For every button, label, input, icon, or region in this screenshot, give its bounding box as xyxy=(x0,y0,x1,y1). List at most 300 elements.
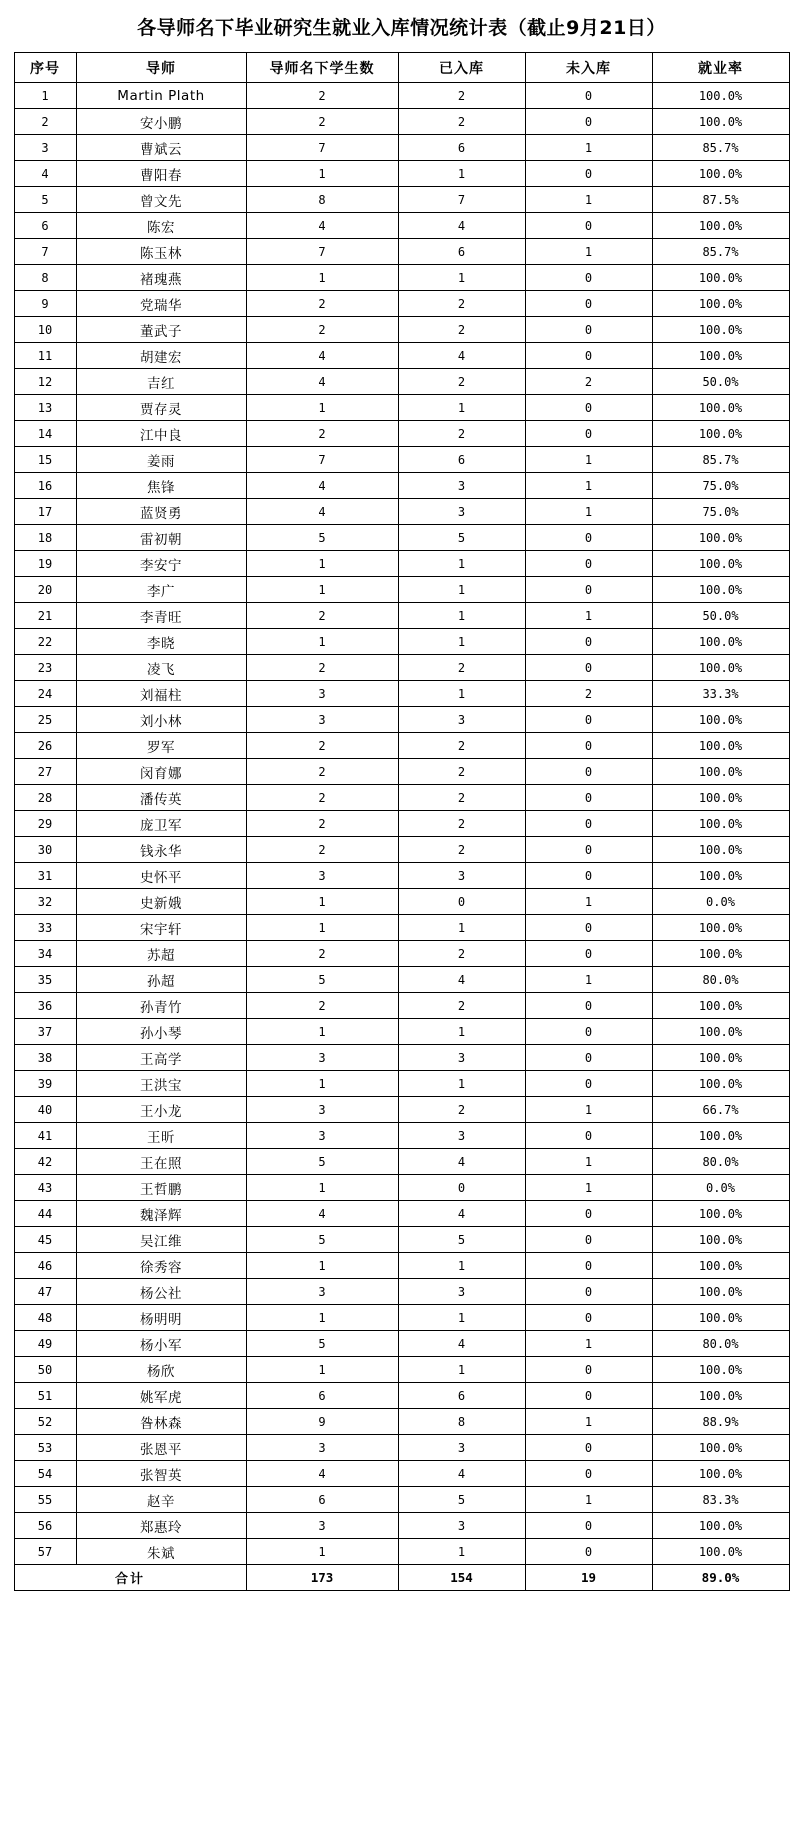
row-index: 54 xyxy=(14,1461,76,1487)
total-employment-rate: 89.0% xyxy=(652,1565,789,1591)
advisor-name: 李安宁 xyxy=(76,551,246,577)
student-count: 5 xyxy=(246,967,398,993)
entered-count: 1 xyxy=(398,161,525,187)
entered-count: 3 xyxy=(398,1279,525,1305)
entered-count: 1 xyxy=(398,551,525,577)
entered-count: 2 xyxy=(398,109,525,135)
advisor-name: 孙小琴 xyxy=(76,1019,246,1045)
student-count: 4 xyxy=(246,473,398,499)
not-entered-count: 0 xyxy=(525,1071,652,1097)
employment-rate: 100.0% xyxy=(652,707,789,733)
entered-count: 2 xyxy=(398,837,525,863)
row-index: 31 xyxy=(14,863,76,889)
employment-rate: 100.0% xyxy=(652,863,789,889)
entered-count: 7 xyxy=(398,187,525,213)
advisor-name: 王哲鹏 xyxy=(76,1175,246,1201)
employment-rate: 100.0% xyxy=(652,941,789,967)
advisor-name: 江中良 xyxy=(76,421,246,447)
column-header-not-entered: 未入库 xyxy=(525,53,652,83)
row-index: 38 xyxy=(14,1045,76,1071)
student-count: 5 xyxy=(246,1331,398,1357)
student-count: 4 xyxy=(246,1201,398,1227)
student-count: 6 xyxy=(246,1383,398,1409)
employment-rate: 100.0% xyxy=(652,577,789,603)
employment-rate: 100.0% xyxy=(652,629,789,655)
not-entered-count: 1 xyxy=(525,473,652,499)
not-entered-count: 1 xyxy=(525,499,652,525)
employment-rate: 100.0% xyxy=(652,161,789,187)
not-entered-count: 0 xyxy=(525,1461,652,1487)
entered-count: 1 xyxy=(398,681,525,707)
student-count: 4 xyxy=(246,213,398,239)
entered-count: 1 xyxy=(398,1019,525,1045)
employment-rate: 100.0% xyxy=(652,1071,789,1097)
advisor-name: 王昕 xyxy=(76,1123,246,1149)
advisor-name: 张智英 xyxy=(76,1461,246,1487)
employment-rate: 100.0% xyxy=(652,1513,789,1539)
advisor-name: 姜雨 xyxy=(76,447,246,473)
advisor-name: Martin Plath xyxy=(76,83,246,109)
student-count: 1 xyxy=(246,551,398,577)
table-row xyxy=(14,1149,789,1175)
not-entered-count: 0 xyxy=(525,1201,652,1227)
row-index: 34 xyxy=(14,941,76,967)
table-row xyxy=(14,525,789,551)
advisor-name: 曹阳春 xyxy=(76,161,246,187)
student-count: 2 xyxy=(246,655,398,681)
employment-rate: 100.0% xyxy=(652,759,789,785)
not-entered-count: 0 xyxy=(525,863,652,889)
employment-rate: 0.0% xyxy=(652,889,789,915)
student-count: 3 xyxy=(246,707,398,733)
employment-rate: 100.0% xyxy=(652,993,789,1019)
not-entered-count: 0 xyxy=(525,733,652,759)
entered-count: 3 xyxy=(398,499,525,525)
not-entered-count: 1 xyxy=(525,1175,652,1201)
not-entered-count: 1 xyxy=(525,187,652,213)
entered-count: 2 xyxy=(398,785,525,811)
advisor-name: 史怀平 xyxy=(76,863,246,889)
table-row xyxy=(14,655,789,681)
employment-rate: 33.3% xyxy=(652,681,789,707)
row-index: 26 xyxy=(14,733,76,759)
row-index: 30 xyxy=(14,837,76,863)
student-count: 5 xyxy=(246,1227,398,1253)
student-count: 3 xyxy=(246,681,398,707)
not-entered-count: 0 xyxy=(525,525,652,551)
table-row xyxy=(14,603,789,629)
row-index: 3 xyxy=(14,135,76,161)
table-row xyxy=(14,811,789,837)
entered-count: 2 xyxy=(398,317,525,343)
employment-rate: 100.0% xyxy=(652,109,789,135)
employment-rate: 66.7% xyxy=(652,1097,789,1123)
row-index: 2 xyxy=(14,109,76,135)
not-entered-count: 0 xyxy=(525,1539,652,1565)
table-row xyxy=(14,109,789,135)
advisor-name: 王小龙 xyxy=(76,1097,246,1123)
row-index: 17 xyxy=(14,499,76,525)
table-row xyxy=(14,941,789,967)
student-count: 2 xyxy=(246,291,398,317)
not-entered-count: 0 xyxy=(525,317,652,343)
student-count: 4 xyxy=(246,369,398,395)
row-index: 4 xyxy=(14,161,76,187)
row-index: 50 xyxy=(14,1357,76,1383)
not-entered-count: 0 xyxy=(525,83,652,109)
student-count: 1 xyxy=(246,1305,398,1331)
entered-count: 2 xyxy=(398,733,525,759)
student-count: 6 xyxy=(246,1487,398,1513)
table-row xyxy=(14,473,789,499)
employment-rate: 100.0% xyxy=(652,915,789,941)
advisor-name: 杨明明 xyxy=(76,1305,246,1331)
employment-rate: 100.0% xyxy=(652,421,789,447)
employment-rate: 80.0% xyxy=(652,1149,789,1175)
employment-rate: 100.0% xyxy=(652,1045,789,1071)
student-count: 3 xyxy=(246,1045,398,1071)
not-entered-count: 0 xyxy=(525,291,652,317)
table-row xyxy=(14,135,789,161)
advisor-name: 庞卫军 xyxy=(76,811,246,837)
student-count: 2 xyxy=(246,941,398,967)
employment-rate: 100.0% xyxy=(652,83,789,109)
entered-count: 3 xyxy=(398,707,525,733)
entered-count: 8 xyxy=(398,1409,525,1435)
employment-rate: 100.0% xyxy=(652,837,789,863)
row-index: 44 xyxy=(14,1201,76,1227)
row-index: 23 xyxy=(14,655,76,681)
row-index: 13 xyxy=(14,395,76,421)
student-count: 7 xyxy=(246,135,398,161)
advisor-name: 雷初朝 xyxy=(76,525,246,551)
entered-count: 4 xyxy=(398,967,525,993)
page-title: 各导师名下毕业研究生就业入库情况统计表（截止9月21日） xyxy=(137,17,666,39)
employment-rate: 0.0% xyxy=(652,1175,789,1201)
advisor-name: 孙青竹 xyxy=(76,993,246,1019)
not-entered-count: 0 xyxy=(525,1253,652,1279)
student-count: 3 xyxy=(246,1435,398,1461)
table-row xyxy=(14,1201,789,1227)
employment-rate: 85.7% xyxy=(652,135,789,161)
row-index: 8 xyxy=(14,265,76,291)
not-entered-count: 1 xyxy=(525,967,652,993)
not-entered-count: 0 xyxy=(525,343,652,369)
advisor-name: 罗军 xyxy=(76,733,246,759)
table-row xyxy=(14,1539,789,1565)
advisor-name: 魏泽辉 xyxy=(76,1201,246,1227)
row-index: 53 xyxy=(14,1435,76,1461)
not-entered-count: 0 xyxy=(525,1123,652,1149)
table-row xyxy=(14,1383,789,1409)
row-index: 28 xyxy=(14,785,76,811)
row-index: 43 xyxy=(14,1175,76,1201)
table-row xyxy=(14,213,789,239)
row-index: 55 xyxy=(14,1487,76,1513)
row-index: 25 xyxy=(14,707,76,733)
employment-stats-table xyxy=(14,52,790,1591)
table-row xyxy=(14,395,789,421)
entered-count: 5 xyxy=(398,525,525,551)
not-entered-count: 2 xyxy=(525,369,652,395)
employment-rate: 100.0% xyxy=(652,395,789,421)
row-index: 46 xyxy=(14,1253,76,1279)
student-count: 9 xyxy=(246,1409,398,1435)
employment-rate: 85.7% xyxy=(652,447,789,473)
table-row xyxy=(14,187,789,213)
table-row xyxy=(14,629,789,655)
not-entered-count: 1 xyxy=(525,447,652,473)
total-entered: 154 xyxy=(398,1565,525,1591)
entered-count: 0 xyxy=(398,1175,525,1201)
entered-count: 1 xyxy=(398,265,525,291)
entered-count: 1 xyxy=(398,915,525,941)
advisor-name: 李广 xyxy=(76,577,246,603)
row-index: 33 xyxy=(14,915,76,941)
advisor-name: 闵育娜 xyxy=(76,759,246,785)
entered-count: 1 xyxy=(398,395,525,421)
advisor-name: 宋宇轩 xyxy=(76,915,246,941)
entered-count: 2 xyxy=(398,655,525,681)
not-entered-count: 0 xyxy=(525,161,652,187)
employment-rate: 100.0% xyxy=(652,213,789,239)
student-count: 7 xyxy=(246,239,398,265)
not-entered-count: 1 xyxy=(525,603,652,629)
table-row xyxy=(14,1487,789,1513)
employment-rate: 100.0% xyxy=(652,1227,789,1253)
row-index: 9 xyxy=(14,291,76,317)
student-count: 4 xyxy=(246,343,398,369)
employment-rate: 100.0% xyxy=(652,291,789,317)
advisor-name: 赵辛 xyxy=(76,1487,246,1513)
student-count: 1 xyxy=(246,1175,398,1201)
not-entered-count: 0 xyxy=(525,1227,652,1253)
employment-rate: 100.0% xyxy=(652,317,789,343)
advisor-name: 焦锋 xyxy=(76,473,246,499)
student-count: 1 xyxy=(246,1357,398,1383)
entered-count: 1 xyxy=(398,1305,525,1331)
total-student-count: 173 xyxy=(246,1565,398,1591)
entered-count: 1 xyxy=(398,603,525,629)
student-count: 1 xyxy=(246,1071,398,1097)
not-entered-count: 0 xyxy=(525,551,652,577)
table-row xyxy=(14,499,789,525)
not-entered-count: 0 xyxy=(525,1513,652,1539)
not-entered-count: 1 xyxy=(525,239,652,265)
entered-count: 4 xyxy=(398,1149,525,1175)
row-index: 32 xyxy=(14,889,76,915)
entered-count: 2 xyxy=(398,421,525,447)
entered-count: 1 xyxy=(398,1253,525,1279)
not-entered-count: 1 xyxy=(525,1097,652,1123)
advisor-name: 吉红 xyxy=(76,369,246,395)
table-row xyxy=(14,915,789,941)
employment-rate: 100.0% xyxy=(652,811,789,837)
entered-count: 3 xyxy=(398,1435,525,1461)
advisor-name: 安小鹏 xyxy=(76,109,246,135)
employment-rate: 100.0% xyxy=(652,343,789,369)
total-not-entered: 19 xyxy=(525,1565,652,1591)
row-index: 6 xyxy=(14,213,76,239)
row-index: 15 xyxy=(14,447,76,473)
employment-rate: 100.0% xyxy=(652,1383,789,1409)
advisor-name: 潘传英 xyxy=(76,785,246,811)
entered-count: 4 xyxy=(398,1331,525,1357)
entered-count: 1 xyxy=(398,577,525,603)
row-index: 18 xyxy=(14,525,76,551)
not-entered-count: 0 xyxy=(525,577,652,603)
advisor-name: 李晓 xyxy=(76,629,246,655)
table-row xyxy=(14,1305,789,1331)
row-index: 14 xyxy=(14,421,76,447)
table-row xyxy=(14,1045,789,1071)
row-index: 45 xyxy=(14,1227,76,1253)
table-row xyxy=(14,993,789,1019)
advisor-name: 李青旺 xyxy=(76,603,246,629)
employment-rate: 100.0% xyxy=(652,1357,789,1383)
table-row xyxy=(14,291,789,317)
row-index: 56 xyxy=(14,1513,76,1539)
employment-rate: 100.0% xyxy=(652,1123,789,1149)
advisor-name: 张恩平 xyxy=(76,1435,246,1461)
not-entered-count: 0 xyxy=(525,1357,652,1383)
table-row xyxy=(14,837,789,863)
entered-count: 3 xyxy=(398,863,525,889)
entered-count: 6 xyxy=(398,239,525,265)
column-header-entered: 已入库 xyxy=(398,53,525,83)
row-index: 41 xyxy=(14,1123,76,1149)
employment-rate: 100.0% xyxy=(652,785,789,811)
table-row xyxy=(14,1357,789,1383)
employment-rate: 100.0% xyxy=(652,1305,789,1331)
advisor-name: 曹斌云 xyxy=(76,135,246,161)
advisor-name: 董武子 xyxy=(76,317,246,343)
advisor-name: 陈玉林 xyxy=(76,239,246,265)
not-entered-count: 0 xyxy=(525,785,652,811)
entered-count: 1 xyxy=(398,1539,525,1565)
bottom-spacer xyxy=(0,1591,803,1597)
advisor-name: 曾文先 xyxy=(76,187,246,213)
table-row xyxy=(14,1097,789,1123)
employment-rate: 100.0% xyxy=(652,1201,789,1227)
row-index: 47 xyxy=(14,1279,76,1305)
student-count: 2 xyxy=(246,993,398,1019)
table-row xyxy=(14,239,789,265)
not-entered-count: 1 xyxy=(525,1331,652,1357)
advisor-name: 苏超 xyxy=(76,941,246,967)
student-count: 8 xyxy=(246,187,398,213)
entered-count: 3 xyxy=(398,1123,525,1149)
advisor-name: 贾存灵 xyxy=(76,395,246,421)
employment-rate: 100.0% xyxy=(652,655,789,681)
table-row xyxy=(14,1461,789,1487)
advisor-name: 杨欣 xyxy=(76,1357,246,1383)
student-count: 1 xyxy=(246,265,398,291)
not-entered-count: 0 xyxy=(525,629,652,655)
entered-count: 2 xyxy=(398,291,525,317)
advisor-name: 孙超 xyxy=(76,967,246,993)
table-row xyxy=(14,83,789,109)
table-header xyxy=(14,53,789,83)
not-entered-count: 1 xyxy=(525,1409,652,1435)
student-count: 2 xyxy=(246,759,398,785)
employment-rate: 75.0% xyxy=(652,499,789,525)
employment-rate: 87.5% xyxy=(652,187,789,213)
row-index: 52 xyxy=(14,1409,76,1435)
advisor-name: 史新娥 xyxy=(76,889,246,915)
table-row xyxy=(14,759,789,785)
row-index: 39 xyxy=(14,1071,76,1097)
not-entered-count: 0 xyxy=(525,993,652,1019)
entered-count: 1 xyxy=(398,1357,525,1383)
student-count: 3 xyxy=(246,1513,398,1539)
not-entered-count: 0 xyxy=(525,915,652,941)
column-header-index: 序号 xyxy=(14,53,76,83)
not-entered-count: 0 xyxy=(525,1383,652,1409)
student-count: 2 xyxy=(246,603,398,629)
row-index: 12 xyxy=(14,369,76,395)
entered-count: 6 xyxy=(398,135,525,161)
total-label: 合计 xyxy=(14,1565,246,1591)
table-row xyxy=(14,1409,789,1435)
entered-count: 4 xyxy=(398,1461,525,1487)
student-count: 1 xyxy=(246,915,398,941)
row-index: 57 xyxy=(14,1539,76,1565)
row-index: 49 xyxy=(14,1331,76,1357)
not-entered-count: 0 xyxy=(525,837,652,863)
table-row xyxy=(14,317,789,343)
student-count: 2 xyxy=(246,733,398,759)
entered-count: 4 xyxy=(398,1201,525,1227)
entered-count: 2 xyxy=(398,993,525,1019)
entered-count: 3 xyxy=(398,1045,525,1071)
table-row xyxy=(14,785,789,811)
row-index: 1 xyxy=(14,83,76,109)
not-entered-count: 0 xyxy=(525,213,652,239)
table-row xyxy=(14,967,789,993)
student-count: 2 xyxy=(246,837,398,863)
student-count: 7 xyxy=(246,447,398,473)
not-entered-count: 0 xyxy=(525,395,652,421)
advisor-name: 朱斌 xyxy=(76,1539,246,1565)
column-header-advisor: 导师 xyxy=(76,53,246,83)
row-index: 19 xyxy=(14,551,76,577)
employment-rate: 85.7% xyxy=(652,239,789,265)
employment-rate: 100.0% xyxy=(652,1539,789,1565)
not-entered-count: 0 xyxy=(525,421,652,447)
student-count: 1 xyxy=(246,161,398,187)
entered-count: 4 xyxy=(398,213,525,239)
advisor-name: 王高学 xyxy=(76,1045,246,1071)
table-row xyxy=(14,1331,789,1357)
entered-count: 2 xyxy=(398,759,525,785)
row-index: 7 xyxy=(14,239,76,265)
student-count: 3 xyxy=(246,863,398,889)
table-row xyxy=(14,1123,789,1149)
employment-rate: 100.0% xyxy=(652,551,789,577)
entered-count: 6 xyxy=(398,1383,525,1409)
table-row xyxy=(14,1513,789,1539)
student-count: 1 xyxy=(246,395,398,421)
not-entered-count: 0 xyxy=(525,1435,652,1461)
advisor-name: 蓝贤勇 xyxy=(76,499,246,525)
not-entered-count: 2 xyxy=(525,681,652,707)
employment-rate: 80.0% xyxy=(652,1331,789,1357)
student-count: 1 xyxy=(246,1539,398,1565)
student-count: 2 xyxy=(246,83,398,109)
not-entered-count: 1 xyxy=(525,1149,652,1175)
table-row xyxy=(14,707,789,733)
